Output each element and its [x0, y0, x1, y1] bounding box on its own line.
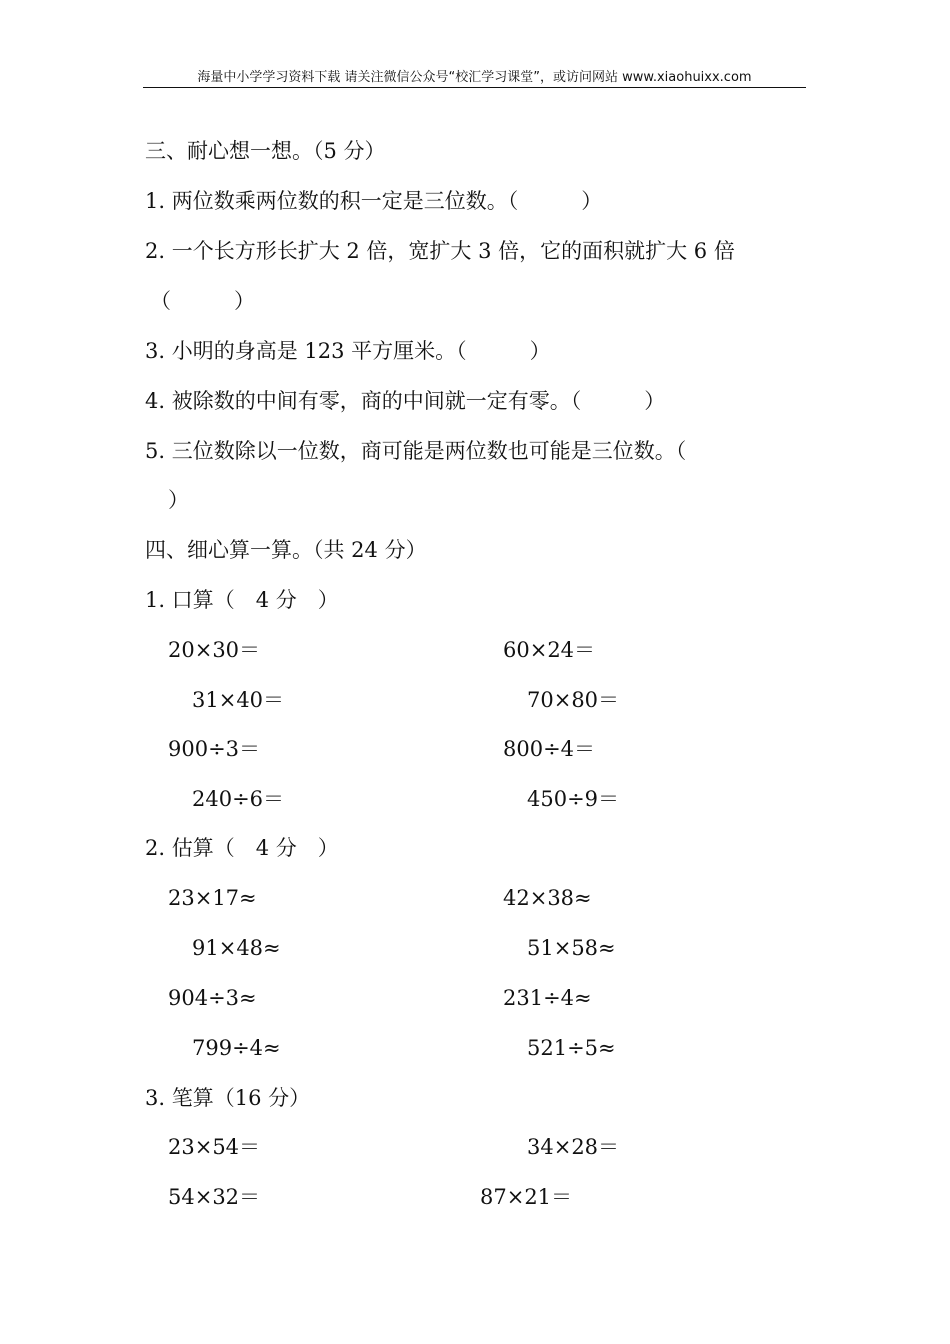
estimate-item: 91×48≈: [192, 936, 281, 960]
question-4: 4. 被除数的中间有零，商的中间就一定有零。（ ）: [145, 389, 666, 413]
estimate-item: 521÷5≈: [527, 1036, 616, 1060]
oral-item: 20×30＝: [168, 638, 261, 662]
written-item: 23×54＝: [168, 1135, 261, 1159]
header-rule: [143, 87, 806, 88]
question-1: 1. 两位数乘两位数的积一定是三位数。（ ）: [145, 189, 603, 213]
question-5: 5. 三位数除以一位数，商可能是两位数也可能是三位数。（: [145, 439, 687, 463]
section3-title: 三、耐心想一想。（5 分）: [145, 139, 386, 163]
estimate-item: 51×58≈: [527, 936, 616, 960]
oral-item: 800÷4＝: [503, 737, 596, 761]
oral-title: 1. 口算（ 4 分 ）: [145, 588, 339, 612]
oral-item: 70×80＝: [527, 688, 620, 712]
written-item: 87×21＝: [480, 1185, 573, 1209]
written-item: 34×28＝: [527, 1135, 620, 1159]
oral-item: 450÷9＝: [527, 787, 620, 811]
estimate-item: 904÷3≈: [168, 986, 257, 1010]
estimate-title: 2. 估算（ 4 分 ）: [145, 836, 339, 860]
question-3: 3. 小明的身高是 123 平方厘米。（ ）: [145, 339, 551, 363]
oral-item: 900÷3＝: [168, 737, 261, 761]
estimate-item: 231÷4≈: [503, 986, 592, 1010]
estimate-item: 42×38≈: [503, 886, 592, 910]
estimate-item: 799÷4≈: [192, 1036, 281, 1060]
section4-title: 四、细心算一算。（共 24 分）: [145, 538, 427, 562]
question-2: 2. 一个长方形长扩大 2 倍，宽扩大 3 倍，它的面积就扩大 6 倍: [145, 239, 735, 263]
estimate-item: 23×17≈: [168, 886, 257, 910]
oral-item: 60×24＝: [503, 638, 596, 662]
written-item: 54×32＝: [168, 1185, 261, 1209]
question-5-blank: ）: [168, 488, 189, 512]
page-header: 海量中小学学习资料下载 请关注微信公众号“校汇学习课堂”，或访问网站 www.xiaohuixx.com: [197, 70, 752, 85]
oral-item: 31×40＝: [192, 688, 285, 712]
written-title: 3. 笔算（16 分）: [145, 1086, 311, 1110]
question-2-blank: （ ）: [150, 289, 255, 313]
oral-item: 240÷6＝: [192, 787, 285, 811]
